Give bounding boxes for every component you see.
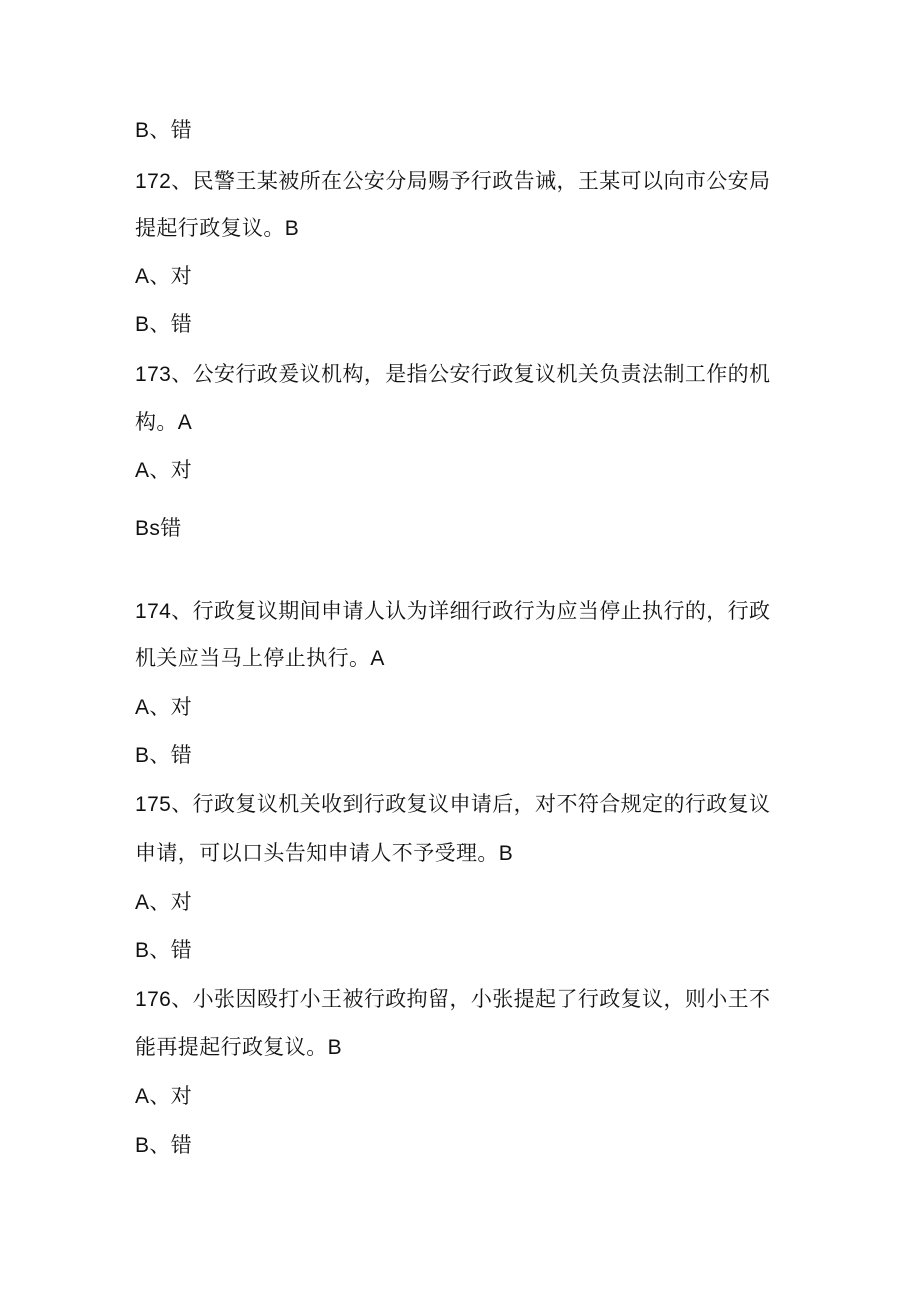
option-a: A、对: [135, 1085, 193, 1108]
option-a: A、对: [135, 696, 193, 719]
question-text: 小张因殴打小王被行政拘留，小张提起了行政复议，则小王不: [192, 988, 771, 1011]
question-line-2: 能再提起行政复议。B: [135, 1036, 343, 1059]
question-line-1: [135, 987, 770, 1013]
option-a: A、对: [135, 265, 193, 288]
option-b: B、错: [135, 744, 193, 767]
question-line-1: [135, 599, 770, 625]
question-line-2: 机关应当马上停止执行。A: [135, 647, 385, 670]
question-text: 行政复议机关收到行政复议申请后，对不符合规定的行政复议: [192, 793, 771, 816]
question-text: 公安行政爰议机构，是指公安行政复议机关负责法制工作的机: [192, 363, 771, 386]
question-line-2: 申请，可以口头告知申请人不予受理。B: [135, 842, 514, 865]
question-line-2: 构。A: [135, 411, 193, 434]
question-number: 173、: [135, 363, 193, 386]
option-b: Bs错: [135, 517, 182, 540]
option-b: B、错: [135, 939, 193, 962]
question-number: 174、: [135, 600, 193, 623]
question-text: 行政复议期间申请人认为详细行政行为应当停止执行的，行政: [192, 600, 771, 623]
option-b: B、错: [135, 1134, 193, 1157]
question-number: 175、: [135, 793, 193, 816]
question-line-2: 提起行政复议。B: [135, 217, 300, 240]
question-number: 172、: [135, 170, 193, 193]
question-line-1: [135, 169, 770, 195]
option-b: B、错: [135, 313, 193, 336]
question-text: 民警王某被所在公安分局赐予行政告诫，王某可以向市公安局: [192, 170, 771, 193]
question-line-1: [135, 362, 770, 388]
leading-option-b: B、错: [135, 119, 193, 142]
option-a: A、对: [135, 891, 193, 914]
option-a: A、对: [135, 459, 193, 482]
question-line-1: [135, 792, 770, 818]
question-number: 176、: [135, 988, 193, 1011]
